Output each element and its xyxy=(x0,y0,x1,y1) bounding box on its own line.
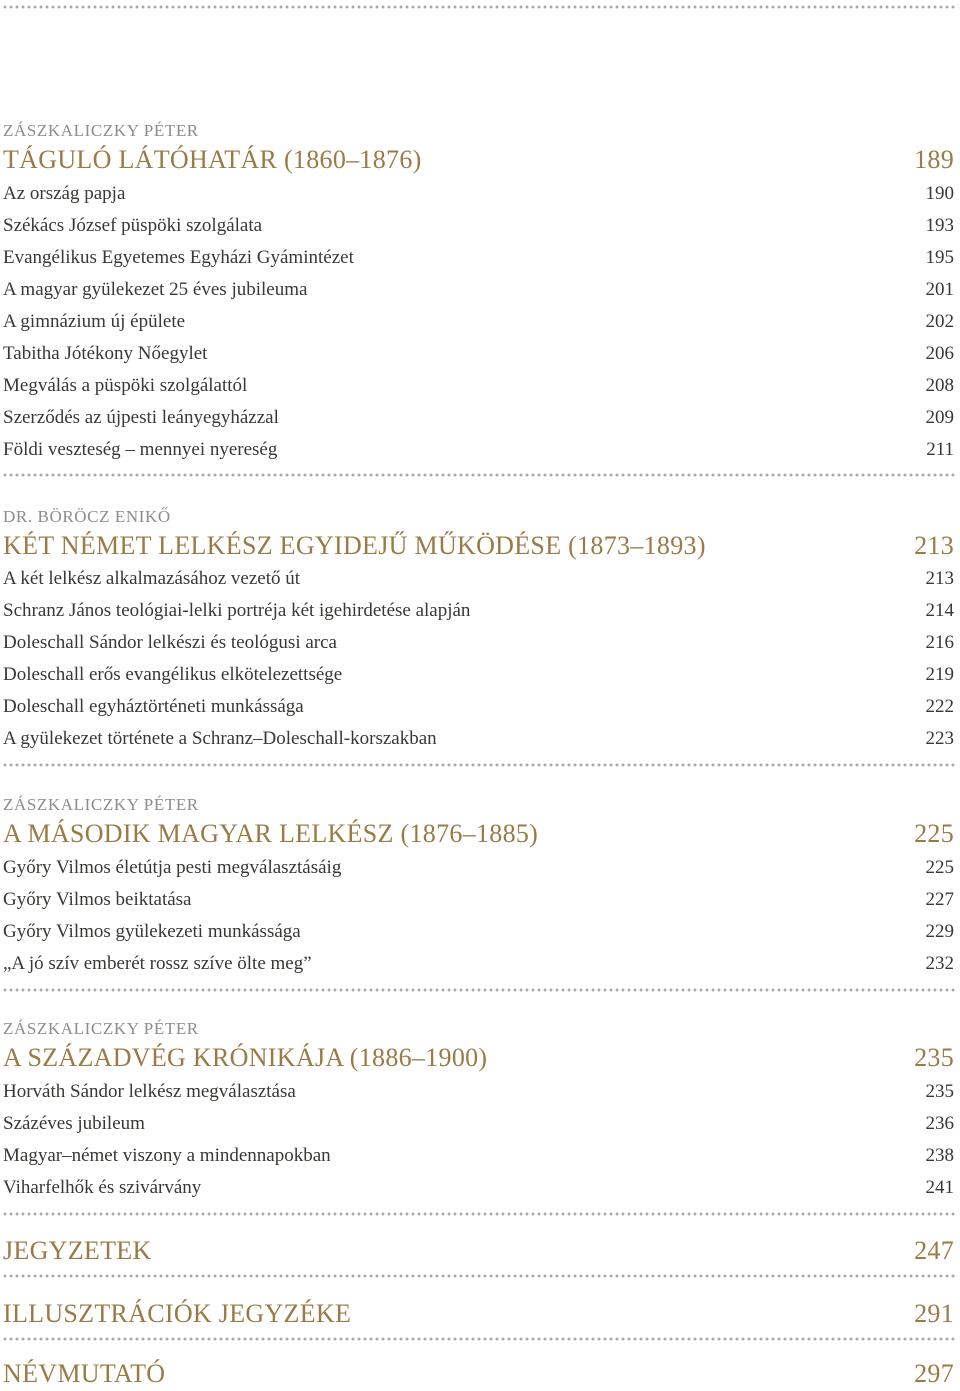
section-author: ZÁSZKALICZKY PÉTER xyxy=(3,1019,199,1038)
toc-entry[interactable] xyxy=(3,1079,954,1105)
section-title: TÁGULÓ LÁTÓHATÁR (1860–1876) xyxy=(3,145,422,174)
toc-entry[interactable] xyxy=(3,726,954,752)
entry-label: A magyar gyülekezet 25 éves jubileuma xyxy=(3,279,308,300)
toc-entry[interactable] xyxy=(3,1143,954,1169)
toc-section-title-row[interactable] xyxy=(3,1042,954,1074)
entry-page-number: 216 xyxy=(925,632,954,653)
toc-entry[interactable] xyxy=(3,181,954,207)
dotted-separator xyxy=(2,762,956,768)
entry-label: Győry Vilmos gyülekezeti munkássága xyxy=(3,921,301,942)
entry-page-number: 229 xyxy=(925,921,954,942)
entry-label: A két lelkész alkalmazásához vezető út xyxy=(3,568,301,589)
toc-entry[interactable] xyxy=(3,405,954,431)
entry-label: Győry Vilmos életútja pesti megválasztásáig xyxy=(3,857,342,878)
toc-section-title-row[interactable] xyxy=(3,1358,954,1390)
entry-label: Százéves jubileum xyxy=(3,1113,145,1134)
entry-page-number: 236 xyxy=(925,1113,954,1134)
section-author: ZÁSZKALICZKY PÉTER xyxy=(3,795,199,814)
entry-label: Szerződés az újpesti leányegyházzal xyxy=(3,407,279,428)
toc-entry[interactable] xyxy=(3,566,954,592)
section-title: A SZÁZADVÉG KRÓNIKÁJA (1886–1900) xyxy=(3,1043,488,1072)
entry-label: Evangélikus Egyetemes Egyházi Gyámintézet xyxy=(3,247,354,268)
entry-page-number: 213 xyxy=(925,568,954,589)
toc-entry[interactable] xyxy=(3,341,954,367)
entry-page-number: 202 xyxy=(925,311,954,332)
entry-label: „A jó szív emberét rossz szíve ölte meg” xyxy=(3,953,312,974)
section-title: KÉT NÉMET LELKÉSZ EGYIDEJŰ MŰKÖDÉSE (1873–1893) xyxy=(3,531,706,560)
section-page-number: 235 xyxy=(914,1043,954,1072)
entry-label: A gyülekezet története a Schranz–Doleschall-korszakban xyxy=(3,728,437,749)
entry-page-number: 195 xyxy=(925,247,954,268)
entry-label: Tabitha Jótékony Nőegylet xyxy=(3,343,208,364)
dotted-separator xyxy=(2,4,956,10)
section-author: DR. BÖRÖCZ ENIKŐ xyxy=(3,507,171,526)
entry-label: A gimnázium új épülete xyxy=(3,311,186,332)
toc-entry[interactable] xyxy=(3,694,954,720)
section-title: ILLUSZTRÁCIÓK JEGYZÉKE xyxy=(3,1299,352,1328)
entry-label: Magyar–német viszony a mindennapokban xyxy=(3,1145,331,1166)
entry-page-number: 190 xyxy=(925,183,954,204)
toc-section-title-row[interactable] xyxy=(3,818,954,850)
entry-label: Az ország papja xyxy=(3,183,126,204)
toc-entry[interactable] xyxy=(3,373,954,399)
toc-entry[interactable] xyxy=(3,887,954,913)
section-title: NÉVMUTATÓ xyxy=(3,1359,166,1388)
entry-page-number: 219 xyxy=(925,664,954,685)
section-page-number: 247 xyxy=(914,1236,954,1265)
entry-page-number: 201 xyxy=(925,279,954,300)
toc-section-title-row[interactable] xyxy=(3,530,954,562)
entry-label: Székács József püspöki szolgálata xyxy=(3,215,263,236)
entry-page-number: 232 xyxy=(925,953,954,974)
toc-entry[interactable] xyxy=(3,1175,954,1201)
toc-entry[interactable] xyxy=(3,213,954,239)
dotted-separator xyxy=(2,987,956,993)
toc-section-title-row[interactable] xyxy=(3,1298,954,1330)
entry-label: Doleschall egyháztörténeti munkássága xyxy=(3,696,304,717)
section-page-number: 189 xyxy=(914,145,954,174)
entry-page-number: 206 xyxy=(925,343,954,364)
entry-label: Schranz János teológiai-lelki portréja két igehirdetése alapján xyxy=(3,600,471,621)
entry-page-number: 208 xyxy=(925,375,954,396)
toc-section-title-row[interactable] xyxy=(3,1235,954,1267)
section-page-number: 213 xyxy=(914,531,954,560)
toc-entry[interactable] xyxy=(3,630,954,656)
entry-page-number: 214 xyxy=(925,600,954,621)
entry-page-number: 193 xyxy=(925,215,954,236)
entry-page-number: 227 xyxy=(925,889,954,910)
entry-page-number: 225 xyxy=(925,857,954,878)
entry-label: Doleschall erős evangélikus elkötelezettsége xyxy=(3,664,343,685)
entry-label: Győry Vilmos beiktatása xyxy=(3,889,192,910)
dotted-separator xyxy=(2,1273,956,1279)
entry-page-number: 222 xyxy=(925,696,954,717)
entry-page-number: 209 xyxy=(925,407,954,428)
entry-label: Doleschall Sándor lelkészi és teológusi arca xyxy=(3,632,337,653)
entry-page-number: 223 xyxy=(925,728,954,749)
section-title: JEGYZETEK xyxy=(3,1236,152,1265)
toc-entry[interactable] xyxy=(3,662,954,688)
toc-entry[interactable] xyxy=(3,598,954,624)
entry-page-number: 238 xyxy=(925,1145,954,1166)
toc-entry[interactable] xyxy=(3,277,954,303)
toc-entry[interactable] xyxy=(3,951,954,977)
section-author: ZÁSZKALICZKY PÉTER xyxy=(3,121,199,140)
entry-label: Földi veszteség – mennyei nyereség xyxy=(3,439,278,460)
toc-entry[interactable] xyxy=(3,919,954,945)
section-page-number: 225 xyxy=(914,819,954,848)
entry-page-number: 211 xyxy=(926,439,954,460)
toc-entry[interactable] xyxy=(3,855,954,881)
toc-entry[interactable] xyxy=(3,245,954,271)
section-title: A MÁSODIK MAGYAR LELKÉSZ (1876–1885) xyxy=(3,819,539,848)
entry-page-number: 241 xyxy=(925,1177,954,1198)
entry-label: Horváth Sándor lelkész megválasztása xyxy=(3,1081,296,1102)
toc-entry[interactable] xyxy=(3,437,954,463)
entry-page-number: 235 xyxy=(925,1081,954,1102)
section-page-number: 291 xyxy=(914,1299,954,1328)
toc-section-title-row[interactable] xyxy=(3,144,954,176)
section-page-number: 297 xyxy=(914,1359,954,1388)
dotted-separator xyxy=(2,1211,956,1217)
toc-entry[interactable] xyxy=(3,1111,954,1137)
toc-entry[interactable] xyxy=(3,309,954,335)
entry-label: Viharfelhők és szivárvány xyxy=(3,1177,202,1198)
dotted-separator xyxy=(2,472,956,478)
dotted-separator xyxy=(2,1336,956,1342)
entry-label: Megválás a püspöki szolgálattól xyxy=(3,375,248,396)
